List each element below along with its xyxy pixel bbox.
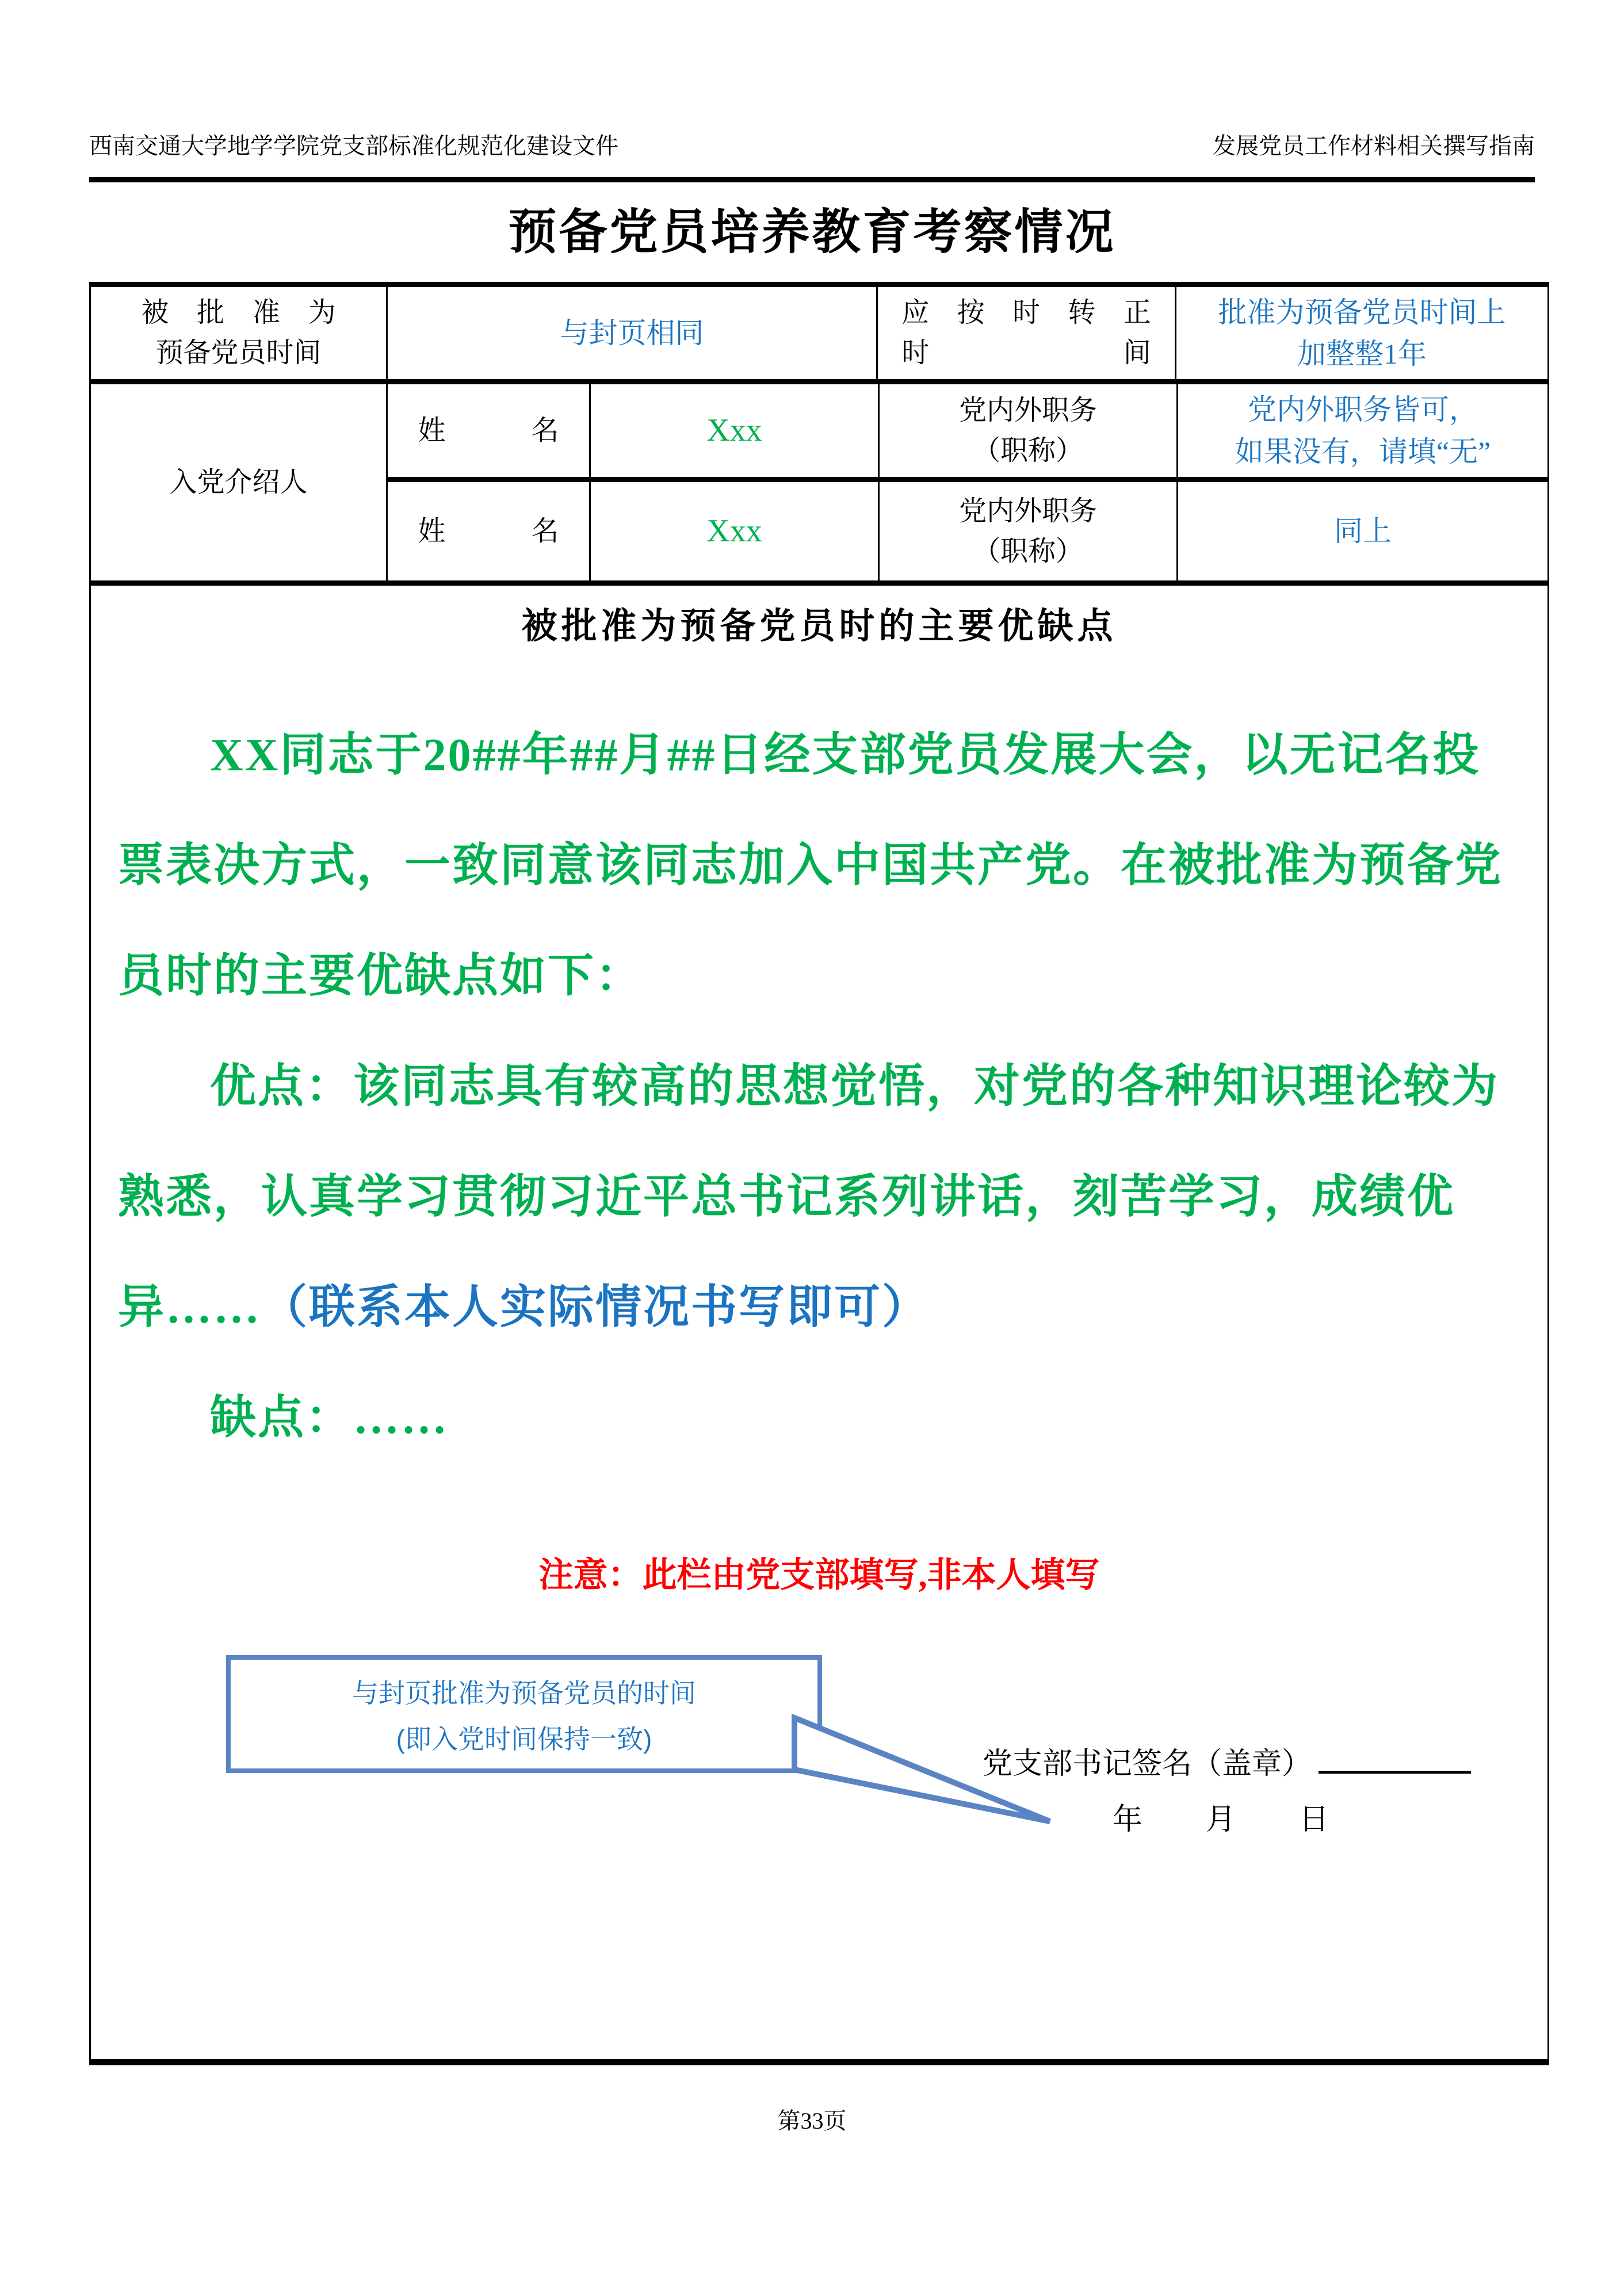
- table-row-introducer-2: [388, 482, 1547, 580]
- callout-line2: (即入党时间保持一致): [396, 1724, 652, 1754]
- cell-approved-time-value: [386, 287, 876, 379]
- cell-duty-label-1: [878, 384, 1176, 477]
- transfer-time-label-line1: 应按时转正: [901, 297, 1151, 328]
- date-line: 年 月 日: [1112, 1804, 1330, 1836]
- transfer-time-note-line1: 批准为预备党员时间上: [1218, 296, 1506, 328]
- running-header: [89, 128, 1535, 161]
- table-row-approved-time: [91, 287, 1547, 384]
- name-value-1: Xxx: [706, 412, 762, 448]
- body-line-6-blue: （联系本人实际情况书写即可）: [261, 1282, 930, 1333]
- approved-time-label-line1: 被批准为: [141, 297, 336, 328]
- duty-label-2-line1: 党内外职务: [958, 495, 1097, 526]
- cell-approved-time-label: [91, 287, 386, 379]
- approved-time-value: 与封页相同: [560, 316, 704, 349]
- body-line-6-green: 异……: [118, 1282, 261, 1333]
- cell-introducer-label: [91, 384, 386, 580]
- introducer-rows: [386, 384, 1547, 580]
- cell-name-label-1: [388, 384, 589, 477]
- header-left-text: 西南交通大学地学学院党支部标准化规范化建设文件: [89, 133, 618, 159]
- cell-transfer-time-label: [876, 287, 1175, 379]
- callout-box: [226, 1655, 822, 1773]
- duty-note-1-line2: 如果没有，请填“无”: [1235, 435, 1491, 468]
- table-row-introducer-1: [388, 384, 1547, 482]
- cell-duty-label-2: [878, 482, 1176, 580]
- introducer-label: 入党介绍人: [169, 467, 308, 498]
- cell-transfer-time-note: [1175, 287, 1547, 379]
- remarks-box: [91, 580, 1547, 2059]
- table-rows-introducers: [91, 384, 1547, 580]
- cell-name-label-2: [388, 482, 589, 580]
- cell-name-value-1: [589, 384, 878, 477]
- header-right-text: 发展党员工作材料相关撰写指南: [1213, 133, 1535, 159]
- header-divider: [89, 177, 1535, 182]
- transfer-time-note-line2: 加整整1年: [1297, 338, 1427, 370]
- body-line-5: 熟悉，认真学习贯彻习近平总书记系列讲话，刻苦学习，成绩优: [118, 1171, 1455, 1223]
- duty-label-2-line2: （职称）: [972, 536, 1083, 567]
- body-line-2: 票表决方式，一致同意该同志加入中国共产党。在被批准为预备党: [118, 840, 1503, 891]
- approved-time-label-line2: 预备党员时间: [155, 338, 322, 368]
- duty-label-1-line1: 党内外职务: [958, 395, 1097, 426]
- duty-note-2: 同上: [1334, 515, 1392, 548]
- duty-note-1-line1: 党内外职务皆可，: [1248, 394, 1478, 426]
- signature-label: 党支部书记签名（盖章）: [983, 1748, 1312, 1781]
- signature-line: [983, 1739, 1471, 1782]
- remarks-body: [118, 695, 1522, 1468]
- cell-duty-note-2: [1176, 482, 1547, 580]
- cell-duty-note-1: [1176, 384, 1547, 477]
- duty-label-1-line2: （职称）: [972, 435, 1083, 466]
- page-number: 第33页: [777, 2108, 847, 2134]
- callout-line1: 与封页批准为预备党员的时间: [352, 1678, 696, 1708]
- body-line-4: 优点：该同志具有较高的思想觉悟，对党的各种知识理论较为: [210, 1061, 1499, 1112]
- name-label-2: 姓名: [418, 515, 559, 547]
- transfer-time-label-line2: 时间: [901, 338, 1151, 368]
- info-table: [89, 282, 1549, 2065]
- body-line-7: 缺点：……: [210, 1392, 449, 1443]
- section-title: 被批准为预备党员时的主要优缺点: [521, 607, 1117, 646]
- name-label-1: 姓名: [418, 415, 559, 446]
- name-value-2: Xxx: [706, 513, 762, 549]
- signature-blank: [1319, 1765, 1471, 1774]
- body-line-1: XX同志于20##年##月##日经支部党员发展大会，以无记名投: [210, 729, 1481, 781]
- body-line-3: 员时的主要优缺点如下：: [118, 950, 643, 1002]
- page-title: 预备党员培养教育考察情况: [508, 206, 1116, 259]
- cell-name-value-2: [589, 482, 878, 580]
- attention-note: 注意：此栏由党支部填写,非本人填写: [538, 1556, 1100, 1594]
- body-line-6: [118, 1247, 1522, 1358]
